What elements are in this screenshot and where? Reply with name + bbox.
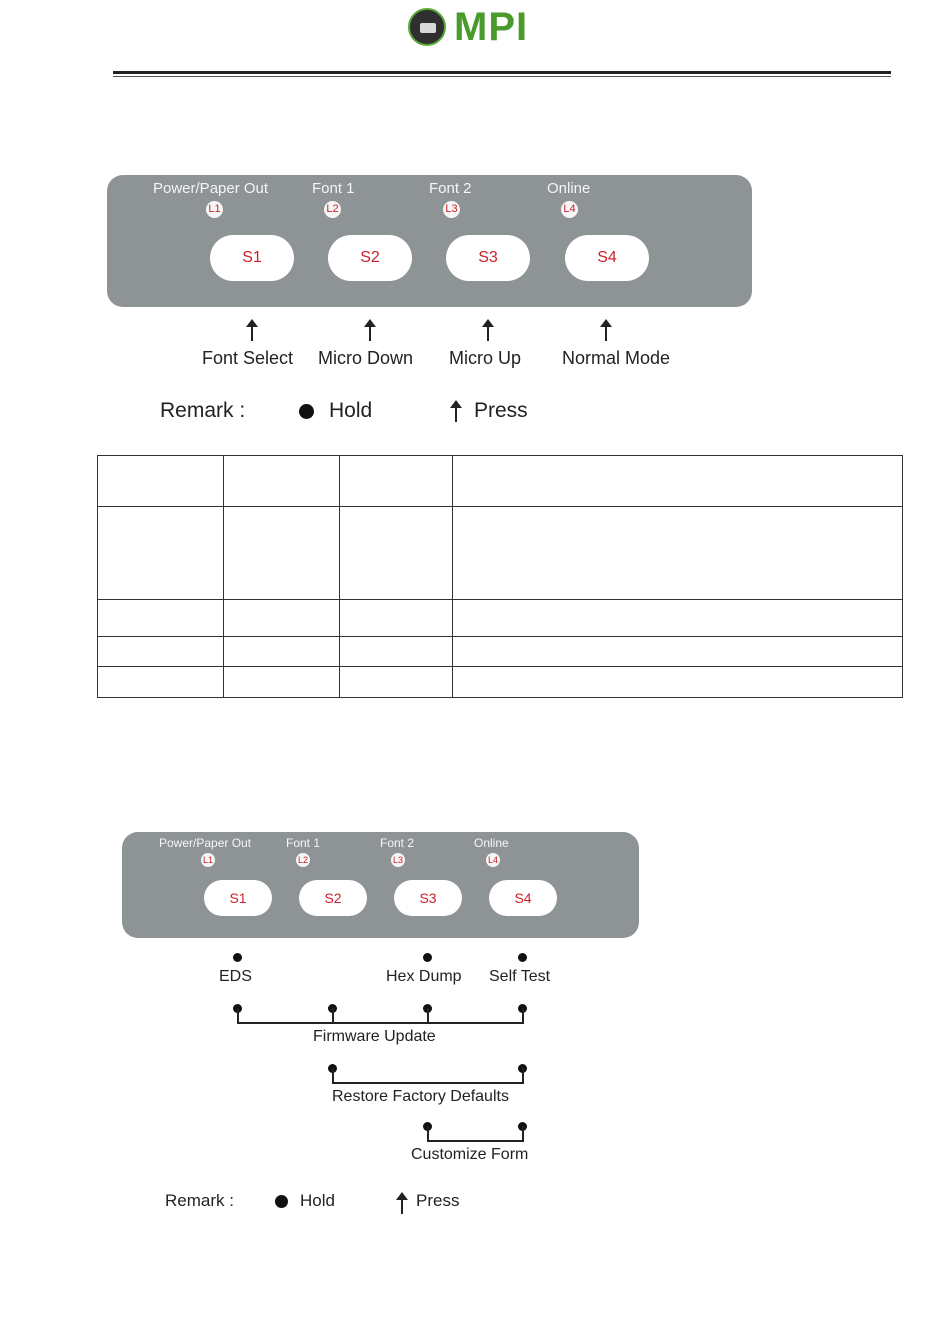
function-micro-down: Micro Down xyxy=(318,348,414,368)
table-row xyxy=(98,667,903,698)
function-self-test: Self Test xyxy=(489,968,551,985)
led-label-font2: Font 2 xyxy=(380,836,415,850)
remark-label: Remark : xyxy=(165,1191,234,1210)
button-s1[interactable]: S1 xyxy=(204,880,272,916)
hold-dot-icon xyxy=(423,953,432,962)
led-label-power: Power/Paper Out xyxy=(153,180,269,197)
led-l1: L1 xyxy=(202,855,213,865)
led-l3: L3 xyxy=(443,201,460,218)
hold-dot-icon xyxy=(299,404,314,419)
control-panel-normal xyxy=(107,175,752,307)
header-rule xyxy=(113,71,891,74)
led-l4: L4 xyxy=(487,855,498,865)
connector xyxy=(427,1140,524,1142)
remark-hold: Hold xyxy=(329,399,373,422)
remark-label: Remark : xyxy=(160,399,246,422)
led-l2: L2 xyxy=(324,201,341,218)
button-s3[interactable]: S3 xyxy=(394,880,462,916)
press-arrow-icon xyxy=(600,319,612,341)
led-label-online: Online xyxy=(547,180,591,197)
led-label-font2: Font 2 xyxy=(429,180,472,197)
button-s2[interactable]: S2 xyxy=(328,235,412,281)
printer-logo-icon xyxy=(408,8,446,46)
function-normal-mode: Normal Mode xyxy=(562,348,671,368)
button-s1[interactable]: S1 xyxy=(210,235,294,281)
hold-dot-icon xyxy=(233,953,242,962)
function-table xyxy=(97,455,903,698)
table-row xyxy=(98,600,903,637)
table-row xyxy=(98,456,903,507)
led-l1: L1 xyxy=(206,201,223,218)
button-s3[interactable]: S3 xyxy=(446,235,530,281)
led-l3: L3 xyxy=(392,855,403,865)
remark-press: Press xyxy=(416,1191,460,1210)
led-l4: L4 xyxy=(561,201,578,218)
led-label-font1: Font 1 xyxy=(286,836,321,850)
remark-press: Press xyxy=(474,399,528,422)
hold-dot-icon xyxy=(518,953,527,962)
led-label-online: Online xyxy=(474,836,509,850)
table-row xyxy=(98,637,903,667)
led-label-power: Power/Paper Out xyxy=(159,836,252,850)
logo-text: MPI xyxy=(454,5,529,49)
hold-dot-icon xyxy=(275,1195,288,1208)
remark-hold: Hold xyxy=(300,1191,335,1210)
led-l2: L2 xyxy=(297,855,308,865)
function-eds: EDS xyxy=(219,968,252,985)
button-s4[interactable]: S4 xyxy=(489,880,557,916)
mpi-logo xyxy=(408,5,548,49)
led-label-font1: Font 1 xyxy=(312,180,355,197)
function-micro-up: Micro Up xyxy=(449,348,522,368)
combo-restore-factory-defaults: Restore Factory Defaults xyxy=(332,1088,509,1105)
function-font-select: Font Select xyxy=(202,348,294,368)
press-arrow-icon xyxy=(482,319,494,341)
press-arrow-icon xyxy=(364,319,376,341)
button-s2[interactable]: S2 xyxy=(299,880,367,916)
header-rule-thin xyxy=(113,76,891,77)
control-panel-poweron xyxy=(122,832,639,938)
combo-customize-form: Customize Form xyxy=(411,1146,529,1163)
connector xyxy=(332,1082,524,1084)
function-hex-dump: Hex Dump xyxy=(386,968,462,985)
press-arrow-icon xyxy=(396,1192,408,1214)
table-row xyxy=(98,507,903,600)
button-s4[interactable]: S4 xyxy=(565,235,649,281)
press-arrow-icon xyxy=(450,400,462,422)
connector xyxy=(237,1022,524,1024)
combo-firmware-update: Firmware Update xyxy=(313,1028,436,1045)
press-arrow-icon xyxy=(246,319,258,341)
